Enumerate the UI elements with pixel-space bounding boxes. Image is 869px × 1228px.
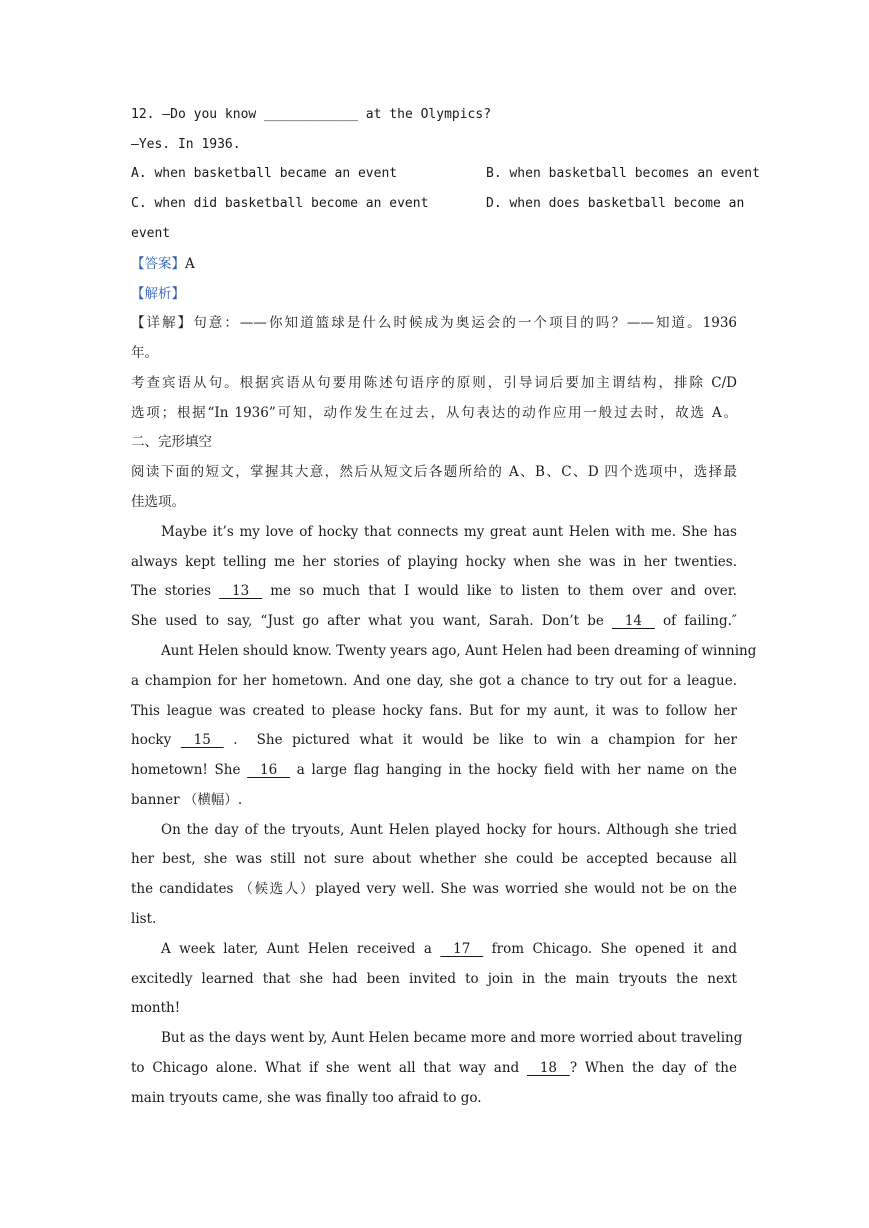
detail-line-4: 选项；根据“In 1936”可知，动作发生在过去，从句表达的动作应用一般过去时，故选 A。: [131, 405, 737, 421]
text-segment: a large flag hanging in the hocky field with her name on the: [290, 762, 737, 778]
option-a: A. when basketball became an event: [131, 166, 398, 181]
answer-line: [131, 254, 737, 274]
passage-p1-line-1: Maybe it’s my love of hocky that connects my great aunt Helen with me. She has: [161, 524, 737, 540]
text-segment: me so much that I would like to listen to them over and over.: [262, 583, 737, 599]
passage-p5-line-2: [131, 1058, 737, 1078]
passage-p2-line-6: banner （横幅）.: [131, 792, 243, 808]
option-d-continued: event: [131, 226, 171, 241]
passage-p5-line-3: main tryouts came, she was finally too afraid to go.: [131, 1090, 482, 1106]
section-instruction-1: 阅读下面的短文，掌握其大意，然后从短文后各题所给的 A、B、C、D 四个选项中，选择最: [131, 464, 737, 480]
text-segment: hometown! She: [131, 762, 248, 778]
question-reply: —Yes. In 1936.: [131, 137, 241, 152]
passage-p3-line-2: her best, she was still not sure about whether she could be accepted because all: [131, 851, 737, 867]
blank-14: 14: [611, 613, 655, 629]
stem-text-end: at the Olympics?: [357, 107, 492, 122]
detail-line-1: 【详解】句意：——你知道篮球是什么时候成为奥运会的一个项目的吗？——知道。1936: [131, 315, 737, 331]
question-stem: [131, 105, 737, 125]
analysis-label: 【解析】: [131, 286, 185, 302]
blank-16: 16: [247, 762, 291, 778]
blank-18: 18: [526, 1060, 570, 1076]
section-instruction-2: 佳选项。: [131, 494, 185, 510]
text-segment: ? When the day of the: [569, 1060, 737, 1076]
detail-line-2: 年。: [131, 345, 158, 361]
passage-p3-line-3: the candidates （候选人）played very well. She was worried she would not be on the: [131, 881, 737, 897]
stem-text: 12. —Do you know: [131, 107, 265, 122]
text-segment: from Chicago. She opened it and: [483, 941, 737, 957]
answer-label: 【答案】: [131, 256, 185, 272]
passage-p2-line-1: Aunt Helen should know. Twenty years ago, Aunt Helen had been dreaming of winning: [161, 643, 757, 659]
text-segment: A week later, Aunt Helen received a: [161, 941, 441, 957]
blank-17: 17: [440, 941, 484, 957]
passage-p4-line-1: [161, 939, 737, 959]
section-title: 二、完形填空: [131, 434, 212, 450]
blank-13: 13: [219, 583, 263, 599]
passage-p5-line-1: But as the days went by, Aunt Helen became more and more worried about traveling: [161, 1030, 743, 1046]
passage-p4-line-3: month!: [131, 1000, 181, 1016]
text-segment: to Chicago alone. What if she went all that way and: [131, 1060, 527, 1076]
passage-p1-line-3: [131, 581, 737, 601]
option-d: D. when does basketball become an: [486, 196, 745, 211]
answer-value: A: [185, 256, 195, 272]
option-c: C. when did basketball become an event: [131, 196, 429, 211]
option-b: B. when basketball becomes an event: [486, 166, 760, 181]
stem-blank: ____________: [264, 107, 358, 122]
text-segment: hocky: [131, 732, 181, 748]
detail-line-3: 考查宾语从句。根据宾语从句要用陈述句语序的原则，引导词后要加主谓结构，排除 C/D: [131, 375, 737, 391]
text-segment: The stories: [131, 583, 220, 599]
text-segment: . She pictured what it would be like to win a champion for her: [223, 732, 737, 748]
passage-p2-line-5: [131, 760, 737, 780]
passage-p4-line-2: excitedly learned that she had been invited to join in the main tryouts the next: [131, 971, 737, 987]
passage-p2-line-2: a champion for her hometown. And one day, she got a chance to try out for a league.: [131, 673, 737, 689]
passage-p3-line-1: On the day of the tryouts, Aunt Helen played hocky for hours. Although she tried: [161, 822, 737, 838]
passage-p2-line-3: This league was created to please hocky fans. But for my aunt, it was to follow her: [131, 703, 737, 719]
text-segment: She used to say, “Just go after what you want, Sarah. Don’t be: [131, 613, 612, 629]
passage-p3-line-4: list.: [131, 911, 157, 927]
passage-p1-line-4: [131, 611, 737, 631]
passage-p2-line-4: [131, 730, 737, 750]
passage-p1-line-2: always kept telling me her stories of playing hocky when she was in her twenties.: [131, 554, 737, 570]
text-segment: of failing.″: [654, 613, 737, 629]
blank-15: 15: [180, 732, 224, 748]
